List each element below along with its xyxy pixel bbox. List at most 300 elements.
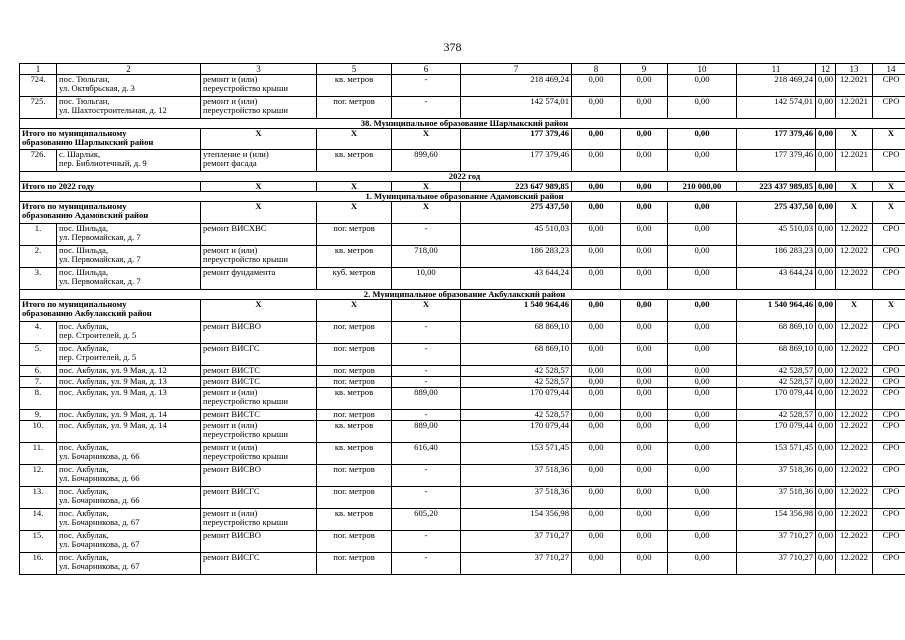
budget-cost: 0,00 [621,129,668,150]
owner-funds: 0,00 [668,246,737,268]
budget-cost: 0,00 [621,97,668,119]
column-number: 12 [816,64,836,75]
address: пос. Акбулак, пер. Строителей, д. 5 [57,344,201,366]
unit: пог. метров [317,344,392,366]
method: X [873,182,905,192]
budget-cost: 0,00 [621,344,668,366]
volume: X [392,300,461,322]
column-number: 6 [392,64,461,75]
budget-cost: 0,00 [621,553,668,575]
owner-funds: 0,00 [668,553,737,575]
fund-cost: 0,00 [572,487,621,509]
owner-funds: 0,00 [668,421,737,443]
table-row [20,97,905,119]
volume: - [392,344,461,366]
total-cost: 68 869,10 [461,322,572,344]
fund-cost: 0,00 [572,531,621,553]
other-funds: 170 079,44 [737,388,816,410]
budget-cost: 0,00 [621,531,668,553]
fund-cost: 0,00 [572,465,621,487]
work-type: ремонт ВИСТС [201,410,317,421]
row-number: 6. [20,366,57,377]
method: СРО [873,509,905,531]
unit: пог. метров [317,377,392,388]
work-type: ремонт фундамента [201,268,317,290]
owner-funds: 0,00 [668,344,737,366]
unit: кв. метров [317,388,392,410]
table-row [20,246,905,268]
volume: - [392,553,461,575]
table-row [20,443,905,465]
table-row [20,410,905,421]
deadline: X [836,202,873,224]
work-type: ремонт ВИСТС [201,377,317,388]
work-type: ремонт и (или) переустройство крыши [201,97,317,119]
method: СРО [873,75,905,97]
budget-cost: 0,00 [621,202,668,224]
total-cost: 170 079,44 [461,388,572,410]
table-row [20,224,905,246]
unit: кв. метров [317,150,392,172]
col-12: 0,00 [816,388,836,410]
address: пос. Акбулак, ул. 9 Мая, д. 14 [57,410,201,421]
address: пос. Шильда, ул. Первомайская, д. 7 [57,246,201,268]
volume: X [392,182,461,192]
row-number: 14. [20,509,57,531]
work-type: ремонт и (или) переустройство крыши [201,246,317,268]
deadline: 12.2022 [836,443,873,465]
fund-cost: 0,00 [572,268,621,290]
work-type: ремонт ВИСГС [201,487,317,509]
address: с. Шарлык, пер. Библиотечный, д. 9 [57,150,201,172]
row-number: 16. [20,553,57,575]
fund-cost: 0,00 [572,150,621,172]
table-row [20,553,905,575]
section-title: 1. Муниципальное образование Адамовский район [20,192,905,202]
method: СРО [873,410,905,421]
address: пос. Акбулак, ул. Бочарникова, д. 66 [57,443,201,465]
budget-cost: 0,00 [621,150,668,172]
col-12: 0,00 [816,465,836,487]
volume: - [392,410,461,421]
row-number: 2. [20,246,57,268]
volume: X [392,129,461,150]
address: пос. Шильда, ул. Первомайская, д. 7 [57,268,201,290]
address: пос. Акбулак, ул. 9 Мая, д. 14 [57,421,201,443]
col-12: 0,00 [816,268,836,290]
fund-cost: 0,00 [572,75,621,97]
table-row [20,366,905,377]
volume: - [392,322,461,344]
other-funds: 186 283,23 [737,246,816,268]
other-funds: 37 518,36 [737,487,816,509]
deadline: 12.2022 [836,421,873,443]
col-12: 0,00 [816,75,836,97]
owner-funds: 0,00 [668,75,737,97]
method: СРО [873,531,905,553]
total-cost: 275 437,50 [461,202,572,224]
table-row [20,531,905,553]
unit: пог. метров [317,465,392,487]
budget-cost: 0,00 [621,182,668,192]
col-12: 0,00 [816,129,836,150]
owner-funds: 0,00 [668,410,737,421]
other-funds: 42 528,57 [737,410,816,421]
page-number: 378 [443,40,462,54]
owner-funds: 0,00 [668,487,737,509]
method: СРО [873,322,905,344]
col-12: 0,00 [816,300,836,322]
owner-funds: 0,00 [668,531,737,553]
owner-funds: 0,00 [668,443,737,465]
col-12: 0,00 [816,344,836,366]
work-type: ремонт ВИСВО [201,465,317,487]
section-header-row [20,172,905,182]
unit: X [317,182,392,192]
deadline: 12.2021 [836,75,873,97]
deadline: 12.2022 [836,509,873,531]
deadline: 12.2022 [836,465,873,487]
owner-funds: 0,00 [668,150,737,172]
total-row [20,202,905,224]
col-12: 0,00 [816,322,836,344]
volume: - [392,75,461,97]
method: СРО [873,268,905,290]
total-cost: 68 869,10 [461,344,572,366]
unit: X [317,202,392,224]
table-row [20,344,905,366]
column-number: 11 [737,64,816,75]
capital-repair-table [19,63,905,575]
total-cost: 142 574,01 [461,97,572,119]
method: СРО [873,465,905,487]
address: пос. Акбулак, пер. Строителей, д. 5 [57,322,201,344]
row-number: 8. [20,388,57,410]
fund-cost: 0,00 [572,509,621,531]
table-body [20,64,905,575]
total-label: Итого по муниципальному образованию Акбулакский район [20,300,201,322]
method: СРО [873,388,905,410]
column-number: 9 [621,64,668,75]
method: СРО [873,553,905,575]
other-funds: 45 510,03 [737,224,816,246]
volume: X [392,202,461,224]
column-number: 14 [873,64,905,75]
row-number: 9. [20,410,57,421]
budget-cost: 0,00 [621,366,668,377]
work-type: утепление и (или) ремонт фасада [201,150,317,172]
other-funds: 275 437,50 [737,202,816,224]
fund-cost: 0,00 [572,388,621,410]
total-row [20,182,905,192]
address: пос. Акбулак, ул. 9 Мая, д. 13 [57,388,201,410]
deadline: 12.2022 [836,531,873,553]
fund-cost: 0,00 [572,377,621,388]
owner-funds: 210 000,00 [668,182,737,192]
unit: кв. метров [317,75,392,97]
fund-cost: 0,00 [572,129,621,150]
section-header-row [20,192,905,202]
column-number: 1 [20,64,57,75]
other-funds: 42 528,57 [737,377,816,388]
work-type: ремонт ВИСВО [201,322,317,344]
address: пос. Тюльган, ул. Шахтостроительная, д. 12 [57,97,201,119]
work-type: ремонт и (или) переустройство крыши [201,388,317,410]
total-cost: 223 647 989,85 [461,182,572,192]
col-12: 0,00 [816,443,836,465]
deadline: 12.2022 [836,553,873,575]
total-cost: 45 510,03 [461,224,572,246]
other-funds: 1 540 964,46 [737,300,816,322]
column-number: 5 [317,64,392,75]
deadline: 12.2022 [836,410,873,421]
row-number: 5. [20,344,57,366]
section-title: 2022 год [20,172,905,182]
owner-funds: 0,00 [668,465,737,487]
fund-cost: 0,00 [572,202,621,224]
fund-cost: 0,00 [572,366,621,377]
owner-funds: 0,00 [668,322,737,344]
method: X [873,129,905,150]
deadline: 12.2022 [836,322,873,344]
section-title: 2. Муниципальное образование Акбулакский район [20,290,905,300]
col-12: 0,00 [816,487,836,509]
address: пос. Шильда, ул. Первомайская, д. 7 [57,224,201,246]
table-row [20,487,905,509]
col-12: 0,00 [816,224,836,246]
volume: - [392,465,461,487]
owner-funds: 0,00 [668,388,737,410]
owner-funds: 0,00 [668,509,737,531]
other-funds: 37 710,27 [737,553,816,575]
volume: 889,00 [392,388,461,410]
table-row [20,421,905,443]
work-type: X [201,129,317,150]
col-12: 0,00 [816,150,836,172]
total-cost: 42 528,57 [461,410,572,421]
fund-cost: 0,00 [572,344,621,366]
unit: X [317,129,392,150]
column-number: 7 [461,64,572,75]
deadline: X [836,182,873,192]
col-12: 0,00 [816,553,836,575]
row-number: 11. [20,443,57,465]
method: СРО [873,344,905,366]
other-funds: 142 574,01 [737,97,816,119]
budget-cost: 0,00 [621,377,668,388]
method: X [873,202,905,224]
col-12: 0,00 [816,509,836,531]
budget-cost: 0,00 [621,465,668,487]
method: СРО [873,443,905,465]
budget-cost: 0,00 [621,487,668,509]
method: X [873,300,905,322]
column-number: 8 [572,64,621,75]
fund-cost: 0,00 [572,410,621,421]
column-number: 10 [668,64,737,75]
total-cost: 1 540 964,46 [461,300,572,322]
work-type: X [201,300,317,322]
work-type: ремонт и (или) переустройство крыши [201,443,317,465]
unit: кв. метров [317,246,392,268]
total-cost: 37 710,27 [461,531,572,553]
total-cost: 37 710,27 [461,553,572,575]
fund-cost: 0,00 [572,224,621,246]
work-type: ремонт и (или) переустройство крыши [201,421,317,443]
unit: кв. метров [317,443,392,465]
other-funds: 177 379,46 [737,150,816,172]
volume: 899,60 [392,150,461,172]
other-funds: 37 518,36 [737,465,816,487]
owner-funds: 0,00 [668,129,737,150]
column-number: 13 [836,64,873,75]
volume: 889,00 [392,421,461,443]
owner-funds: 0,00 [668,97,737,119]
other-funds: 37 710,27 [737,531,816,553]
col-12: 0,00 [816,182,836,192]
row-number: 1. [20,224,57,246]
unit: кв. метров [317,509,392,531]
budget-cost: 0,00 [621,410,668,421]
deadline: 12.2022 [836,377,873,388]
row-number: 12. [20,465,57,487]
method: СРО [873,421,905,443]
other-funds: 42 528,57 [737,366,816,377]
work-type: ремонт ВИСГС [201,344,317,366]
fund-cost: 0,00 [572,322,621,344]
row-number: 3. [20,268,57,290]
owner-funds: 0,00 [668,300,737,322]
column-number: 3 [201,64,317,75]
total-cost: 42 528,57 [461,377,572,388]
deadline: X [836,300,873,322]
volume: 616,40 [392,443,461,465]
deadline: 12.2022 [836,344,873,366]
work-type: ремонт ВИСВО [201,531,317,553]
total-cost: 37 518,36 [461,465,572,487]
budget-cost: 0,00 [621,75,668,97]
address: пос. Акбулак, ул. Бочарникова, д. 66 [57,487,201,509]
method: СРО [873,487,905,509]
deadline: 12.2022 [836,388,873,410]
method: СРО [873,366,905,377]
deadline: 12.2021 [836,150,873,172]
total-label: Итого по 2022 году [20,182,201,192]
unit: пог. метров [317,366,392,377]
budget-cost: 0,00 [621,322,668,344]
address: пос. Акбулак, ул. Бочарникова, д. 67 [57,553,201,575]
unit: X [317,300,392,322]
col-12: 0,00 [816,377,836,388]
volume: - [392,224,461,246]
address: пос. Акбулак, ул. 9 Мая, д. 12 [57,366,201,377]
unit: пог. метров [317,322,392,344]
total-cost: 218 469,24 [461,75,572,97]
work-type: ремонт и (или) переустройство крыши [201,509,317,531]
owner-funds: 0,00 [668,377,737,388]
budget-cost: 0,00 [621,268,668,290]
volume: 605,20 [392,509,461,531]
total-cost: 186 283,23 [461,246,572,268]
address: пос. Акбулак, ул. Бочарникова, д. 67 [57,531,201,553]
budget-cost: 0,00 [621,421,668,443]
unit: пог. метров [317,487,392,509]
col-12: 0,00 [816,410,836,421]
total-cost: 153 571,45 [461,443,572,465]
other-funds: 68 869,10 [737,344,816,366]
total-label: Итого по муниципальному образованию Шарлыкский район [20,129,201,150]
row-number: 726. [20,150,57,172]
column-number-row [20,64,905,75]
total-cost: 42 528,57 [461,366,572,377]
method: СРО [873,224,905,246]
budget-cost: 0,00 [621,224,668,246]
unit: пог. метров [317,531,392,553]
table-row [20,465,905,487]
deadline: 12.2021 [836,97,873,119]
method: СРО [873,150,905,172]
method: СРО [873,246,905,268]
col-12: 0,00 [816,246,836,268]
total-cost: 177 379,46 [461,129,572,150]
deadline: 12.2022 [836,224,873,246]
row-number: 725. [20,97,57,119]
unit: куб. метров [317,268,392,290]
volume: - [392,366,461,377]
budget-cost: 0,00 [621,509,668,531]
table-row [20,75,905,97]
row-number: 724. [20,75,57,97]
budget-cost: 0,00 [621,443,668,465]
volume: - [392,97,461,119]
total-cost: 154 356,98 [461,509,572,531]
unit: пог. метров [317,97,392,119]
total-row [20,300,905,322]
fund-cost: 0,00 [572,182,621,192]
fund-cost: 0,00 [572,246,621,268]
budget-cost: 0,00 [621,300,668,322]
method: СРО [873,377,905,388]
address: пос. Акбулак, ул. 9 Мая, д. 13 [57,377,201,388]
row-number: 10. [20,421,57,443]
work-type: X [201,182,317,192]
unit: пог. метров [317,410,392,421]
fund-cost: 0,00 [572,443,621,465]
address: пос. Акбулак, ул. Бочарникова, д. 66 [57,465,201,487]
col-12: 0,00 [816,421,836,443]
row-number: 15. [20,531,57,553]
fund-cost: 0,00 [572,300,621,322]
other-funds: 218 469,24 [737,75,816,97]
col-12: 0,00 [816,202,836,224]
column-number: 2 [57,64,201,75]
section-header-row [20,119,905,129]
deadline: X [836,129,873,150]
row-number: 13. [20,487,57,509]
table-row [20,322,905,344]
section-title: 38. Муниципальное образование Шарлыкский район [20,119,905,129]
owner-funds: 0,00 [668,202,737,224]
work-type: X [201,202,317,224]
unit: кв. метров [317,421,392,443]
total-cost: 177 379,46 [461,150,572,172]
volume: - [392,487,461,509]
other-funds: 154 356,98 [737,509,816,531]
work-type: ремонт и (или) переустройство крыши [201,75,317,97]
work-type: ремонт ВИСТС [201,366,317,377]
owner-funds: 0,00 [668,366,737,377]
fund-cost: 0,00 [572,97,621,119]
